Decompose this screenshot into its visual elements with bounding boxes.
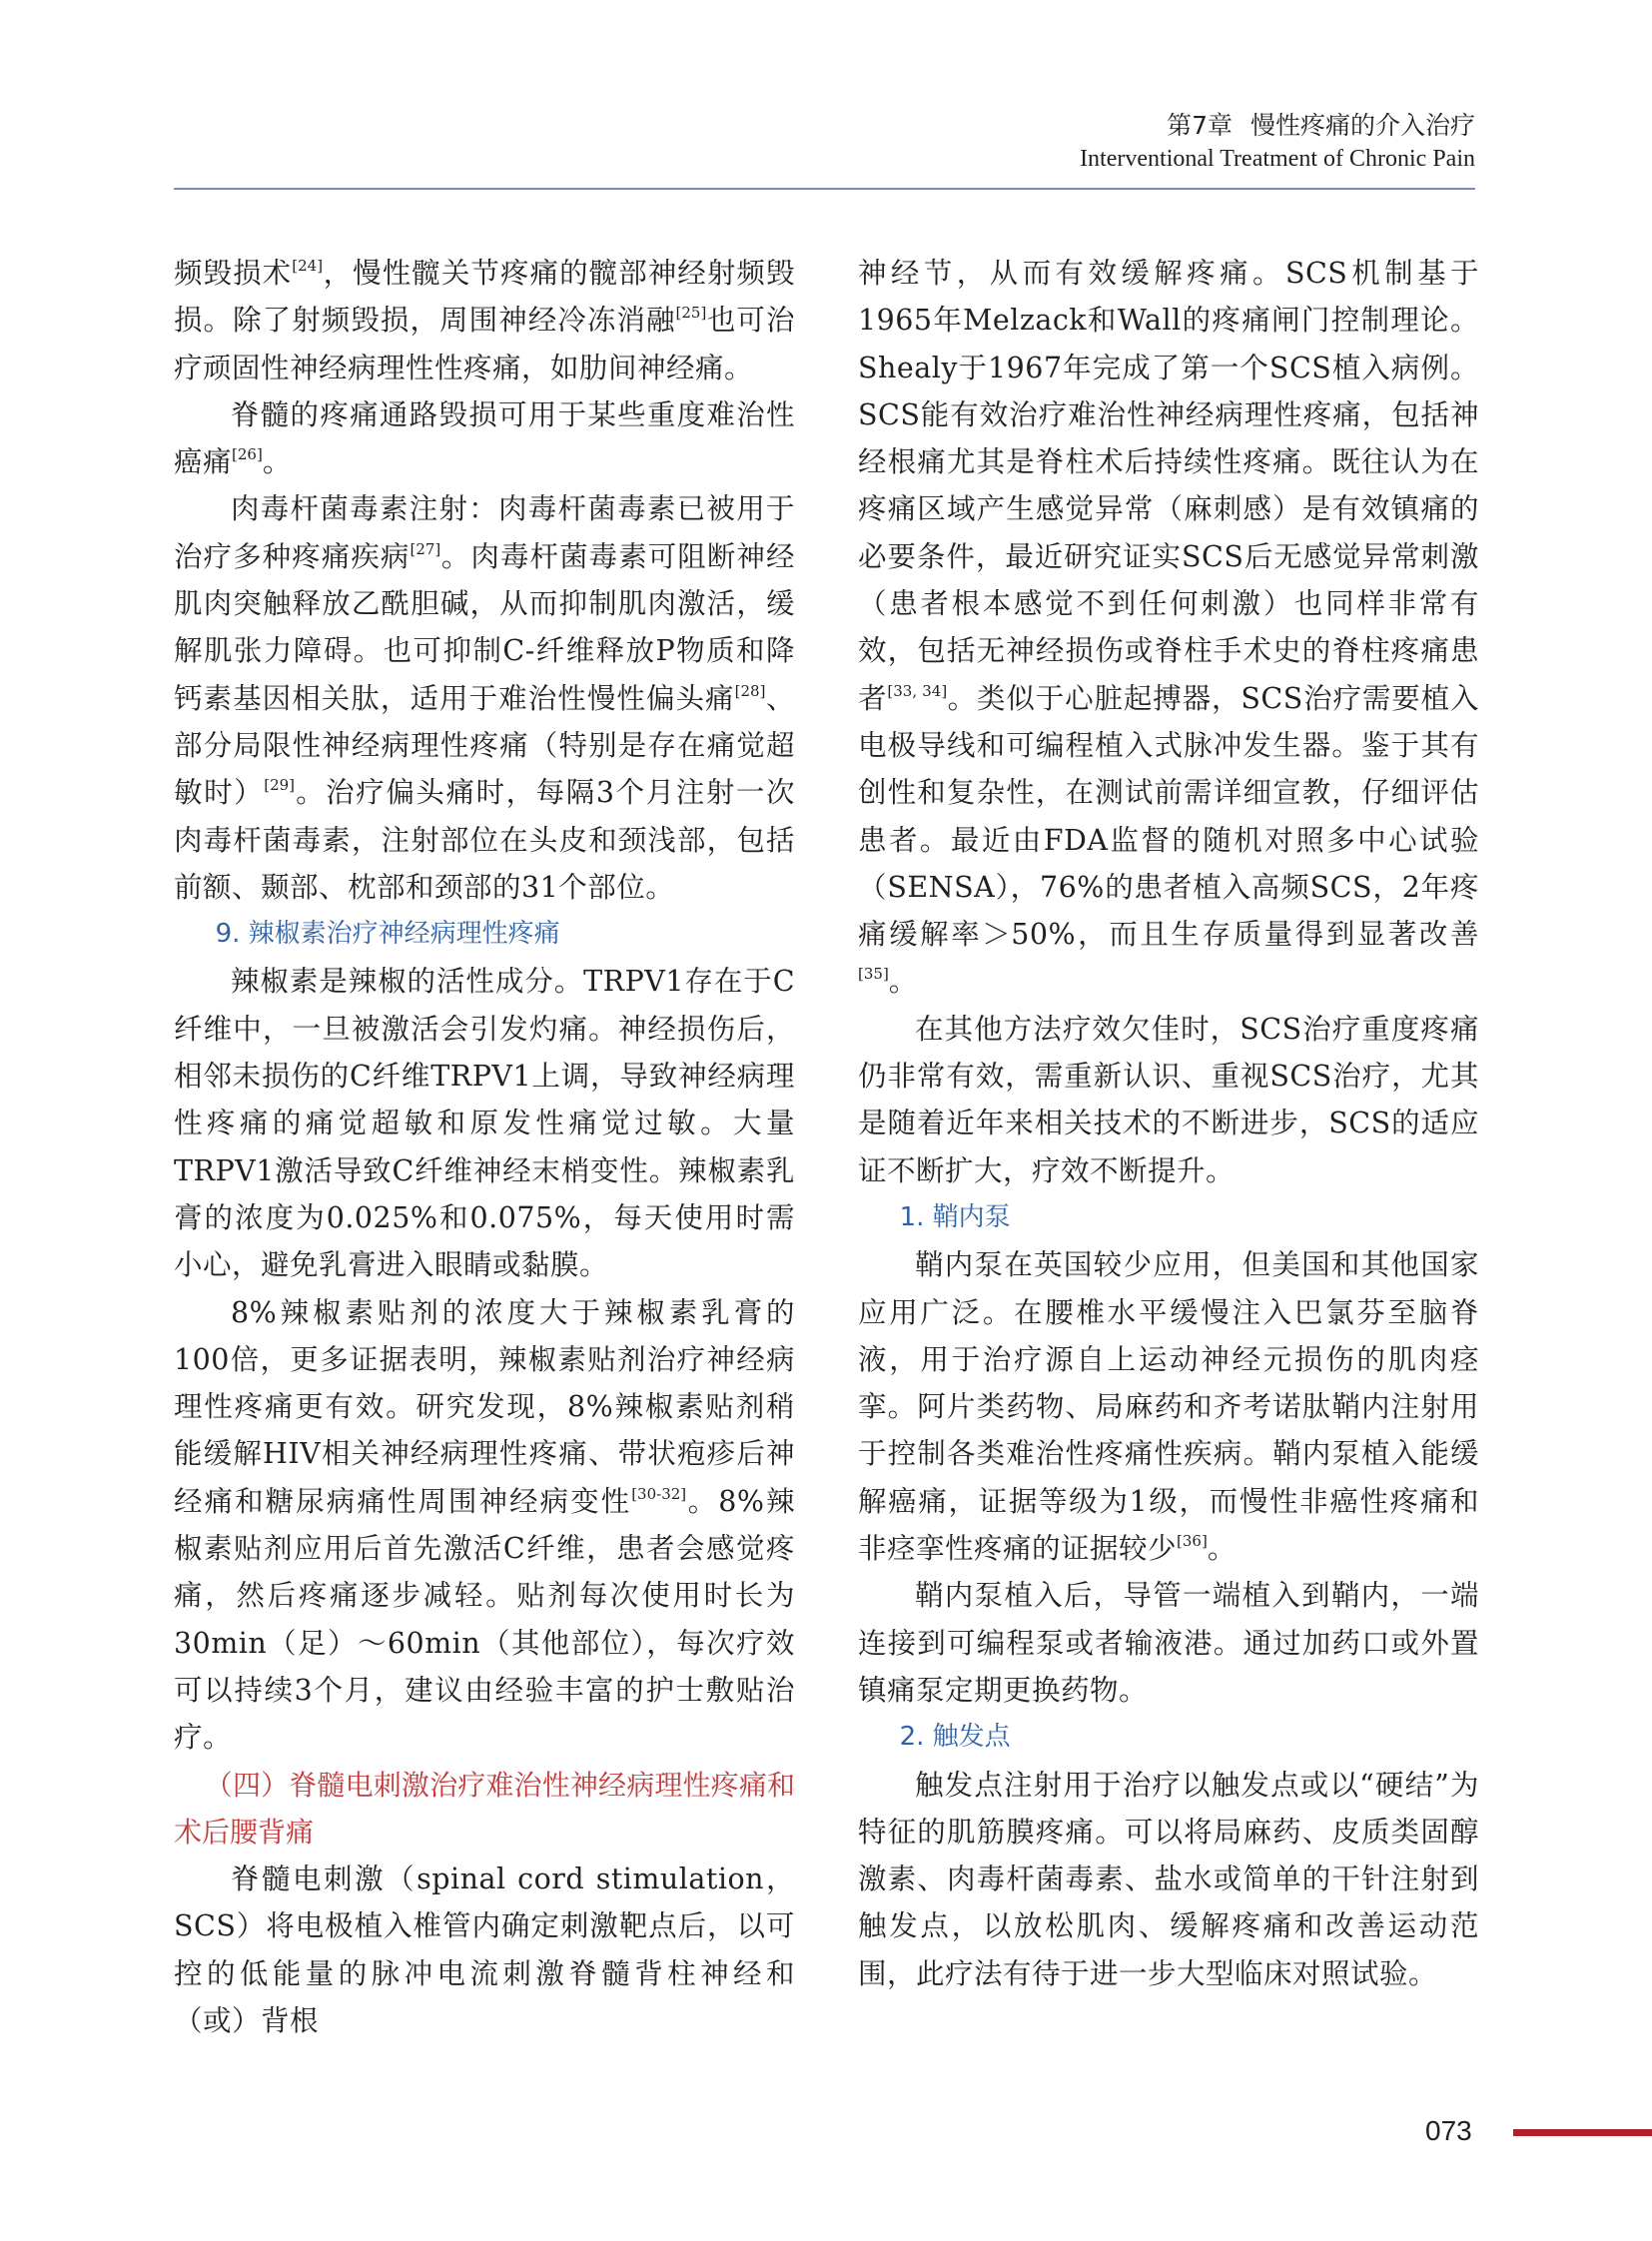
chapter-title-cn: 慢性疼痛的介入治疗 <box>1249 111 1475 140</box>
page-number-accent-bar <box>1513 2129 1652 2136</box>
citation: [30-32] <box>631 1484 687 1503</box>
citation: [25] <box>675 304 707 323</box>
citation: [29] <box>264 776 296 795</box>
citation: [35] <box>858 965 889 984</box>
paragraph: 触发点注射用于治疗以触发点或以“硬结”为特征的肌筋膜疼痛。可以将局麻药、皮质类固醇激素、肉毒杆菌毒素、盐水或简单的干针注射到触发点，以放松肌肉、缓解疼痛和改善运动范围，此疗法有待于进一步大型临床对照试验。 <box>858 1768 1479 1990</box>
citation: [26] <box>232 445 263 464</box>
citation: [27] <box>410 539 441 558</box>
paragraph: 频毁损术[24]，慢性髋关节疼痛的髋部神经射频毁损。除了射频毁损，周围神经冷冻消融[25]也可治疗顽固性神经病理性性疼痛，如肋间神经痛。 <box>174 257 795 384</box>
subheading-capsaicin: 9. 辣椒素治疗神经病理性疼痛 <box>215 919 560 950</box>
header-divider <box>174 188 1475 190</box>
paragraph: 在其他方法疗效欠佳时，SCS治疗重度疼痛仍非常有效，需重新认识、重视SCS治疗，尤其是随着近年来相关技术的不断进步，SCS的适应证不断扩大，疗效不断提升。 <box>858 1012 1479 1187</box>
paragraph: 辣椒素是辣椒的活性成分。TRPV1存在于C纤维中，一旦被激活会引发灼痛。神经损伤后，相邻未损伤的C纤维TRPV1上调，导致神经病理性疼痛的痛觉超敏和原发性痛觉过敏。大量TRPV1激活导致C纤维神经末梢变性。辣椒素乳膏的浓度为0.025%和0.075%，每天使用时需小心，避免乳膏进入眼睛或黏膜。 <box>174 965 795 1282</box>
paragraph: 神经节，从而有效缓解疼痛。SCS机制基于1965年Melzack和Wall的疼痛闸门控制理论。Shealy于1967年完成了第一个SCS植入病例。SCS能有效治疗难治性神经病理性疼痛，包括神经根痛尤其是脊柱术后持续性疼痛。既往认为在疼痛区域产生感觉异常（麻刺感）是有效镇痛的必要条件，最近研究证实SCS后无感觉异常刺激（患者根本感觉不到任何刺激）也同样非常有效，包括无神经损伤或脊柱手术史的脊柱疼痛患者[33, 34]。类似于心脏起搏器，SCS治疗需要植入电极导线和可编程植入式脉冲发生器。鉴于其有创性和复杂性，在测试前需详细宣教，仔细评估患者。最近由FDA监督的随机对照多中心试验（SENSA），76%的患者植入高频SCS，2年疼痛缓解率＞50%，而且生存质量得到显著改善[35]。 <box>858 257 1479 999</box>
right-column <box>858 250 1479 1997</box>
citation: [33, 34] <box>887 681 948 700</box>
paragraph: 脊髓电刺激（spinal cord stimulation，SCS）将电极植入椎管内确定刺激靶点后，以可控的低能量的脉冲电流刺激脊髓背柱神经和（或）背根 <box>174 1863 795 2037</box>
citation: [28] <box>734 681 766 700</box>
paragraph: 脊髓的疼痛通路毁损可用于某些重度难治性癌痛[26]。 <box>174 397 795 479</box>
paragraph: 8%辣椒素贴剂的浓度大于辣椒素乳膏的100倍，更多证据表明，辣椒素贴剂治疗神经病理性疼痛更有效。研究发现，8%辣椒素贴剂稍能缓解HIV相关神经病理性疼痛、带状疱疹后神经痛和糖尿病痛性周围神经病变性[30-32]。8%辣椒素贴剂应用后首先激活C纤维，患者会感觉疼痛，然后疼痛逐步减轻。贴剂每次使用时长为30min（足）～60min（其他部位），每次疗效可以持续3个月，建议由经验丰富的护士敷贴治疗。 <box>174 1295 795 1755</box>
chapter-title-en: Interventional Treatment of Chronic Pain <box>1080 146 1475 172</box>
section-heading-scs: （四）脊髓电刺激治疗难治性神经病理性疼痛和术后腰背痛 <box>174 1768 795 1849</box>
running-header-chapter <box>1167 106 1475 142</box>
subheading-intrathecal-pump: 1. 鞘内泵 <box>899 1201 1011 1232</box>
paragraph: 鞘内泵在英国较少应用，但美国和其他国家应用广泛。在腰椎水平缓慢注入巴氯芬至脑脊液，用于治疗源自上运动神经元损伤的肌肉痉挛。阿片类药物、局麻药和齐考诺肽鞘内注射用于控制各类难治性疼痛性疾病。鞘内泵植入能缓解癌痛，证据等级为1级，而慢性非癌性疼痛和非痉挛性疼痛的证据较少[36]。 <box>858 1248 1479 1566</box>
subheading-trigger-point: 2. 触发点 <box>899 1722 1011 1753</box>
page-number: 073 <box>1425 2115 1472 2146</box>
paragraph: 鞘内泵植入后，导管一端植入到鞘内，一端连接到可编程泵或者输液港。通过加药口或外置镇痛泵定期更换药物。 <box>858 1579 1479 1707</box>
paragraph: 肉毒杆菌毒素注射：肉毒杆菌毒素已被用于治疗多种疼痛疾病[27]。肉毒杆菌毒素可阻断神经肌肉突触释放乙酰胆碱，从而抑制肌肉激活，缓解肌张力障碍。也可抑制C-纤维释放P物质和降钙素基因相关肽，适用于难治性慢性偏头痛[28]、部分局限性神经病理性疼痛（特别是存在痛觉超敏时）[29]。治疗偏头痛时，每隔3个月注射一次肉毒杆菌毒素，注射部位在头皮和颈浅部，包括前额、颞部、枕部和颈部的31个部位。 <box>174 492 795 904</box>
citation: [36] <box>1177 1532 1208 1551</box>
left-column <box>174 250 795 2044</box>
citation: [24] <box>292 257 324 275</box>
chapter-number: 第7章 <box>1167 111 1233 140</box>
